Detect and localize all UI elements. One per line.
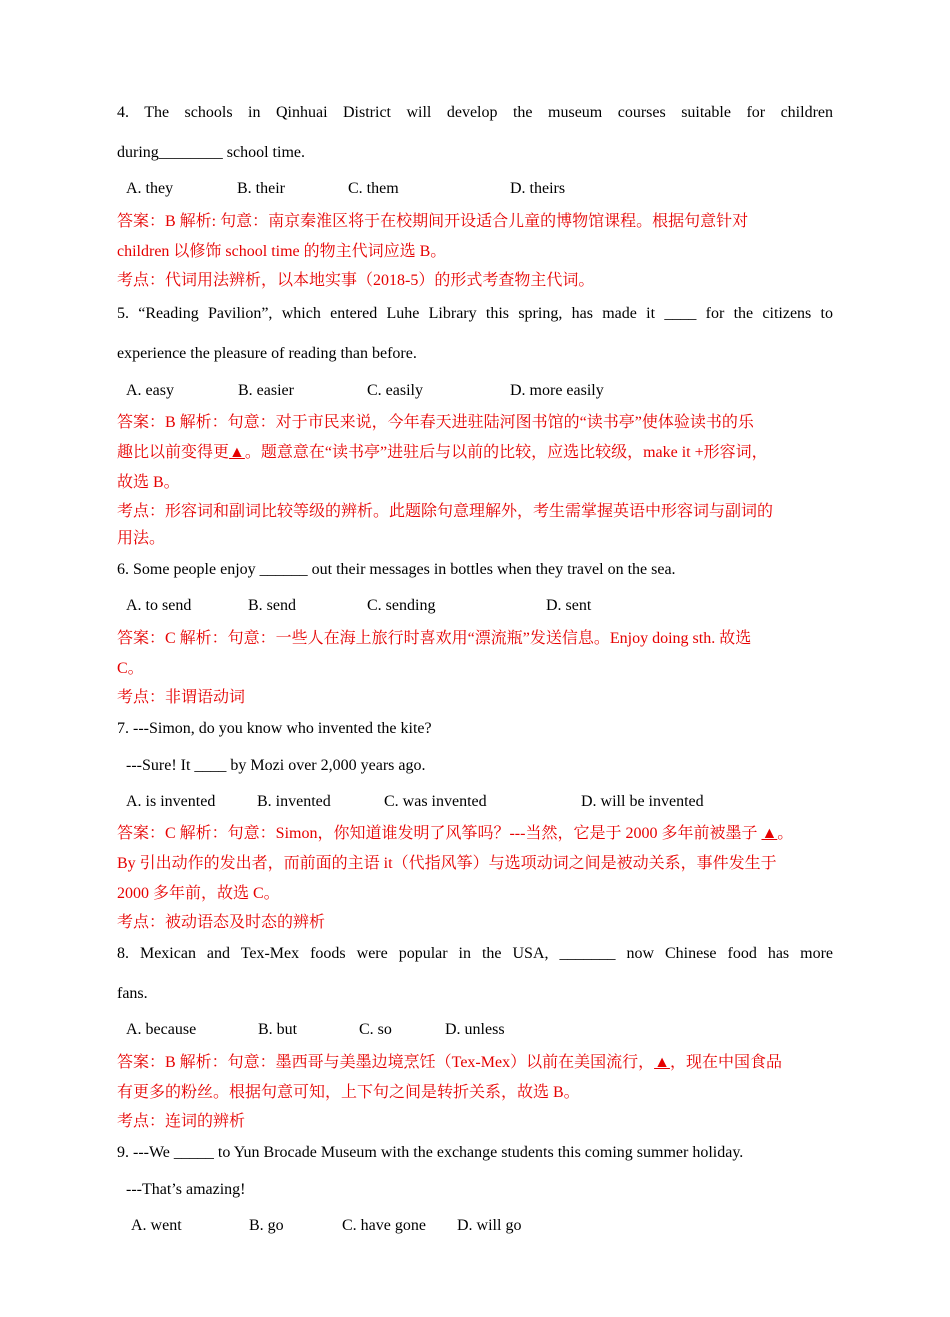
option-b: B. their — [237, 180, 285, 197]
question-4-text: 4. The schools in Qinhuai District will develop the museum courses suitable for children — [117, 104, 833, 121]
blank-triangle: ▲ — [229, 444, 245, 461]
option-c: C. easily — [367, 382, 423, 399]
option-d: D. sent — [546, 597, 592, 614]
question-4-text-cont: during________ school time. — [117, 144, 305, 161]
answer-8-line-2: 有更多的粉丝。根据句意可知，上下句之间是转折关系，故选 B。 — [117, 1084, 580, 1101]
blank-triangle: ▲ — [761, 825, 778, 842]
option-b: B. but — [258, 1021, 298, 1038]
answer-5-line-2: 趣比以前变得更▲。题意意在“读书亭”进驻后与以前的比较，应选比较级，make it +形容词， — [117, 444, 768, 461]
answer-7-line-3: 2000 多年前，故选 C。 — [117, 885, 280, 902]
option-b: B. easier — [238, 382, 294, 399]
option-c: C. them — [348, 180, 399, 197]
option-b: B. go — [249, 1217, 284, 1234]
option-d: D. unless — [445, 1021, 505, 1038]
option-c: C. so — [359, 1021, 392, 1038]
question-9-text-cont: ---That’s amazing! — [126, 1181, 246, 1198]
answer-6-line-2: C。 — [117, 660, 144, 677]
question-7-text: 7. ---Simon, do you know who invented the kite? — [117, 720, 432, 737]
point-6: 考点：非谓语动词 — [117, 689, 246, 706]
answer-5-line-1: 答案：B 解析：句意：对于市民来说，今年春天进驻陆河图书馆的“读书亭”使体验读书的乐 — [117, 414, 754, 431]
option-d: D. will be invented — [581, 793, 704, 810]
question-5-text: 5. “Reading Pavilion”, which entered Luhe Library this spring, has made it ____ for the citizens to — [117, 305, 833, 322]
answer-8-line-1: 答案：B 解析：句意：墨西哥与美墨边境烹饪（Tex-Mex）以前在美国流行，▲，现在中国食品 — [117, 1054, 782, 1071]
question-7-text-cont: ---Sure! It ____ by Mozi over 2,000 years ago. — [126, 757, 426, 774]
question-8-text: 8. Mexican and Tex-Mex foods were popular in the USA, _______ now Chinese food has more — [117, 945, 833, 962]
option-d: D. will go — [457, 1217, 522, 1234]
option-a: A. is invented — [126, 793, 216, 810]
question-8-text-cont: fans. — [117, 985, 148, 1002]
answer-5-line-3: 故选 B。 — [117, 474, 180, 491]
blank-triangle: ▲ — [654, 1054, 670, 1071]
option-a: A. easy — [126, 382, 174, 399]
option-d: D. more easily — [510, 382, 604, 399]
point-5-line-1: 考点：形容词和副词比较等级的辨析。此题除句意理解外，考生需掌握英语中形容词与副词的 — [117, 503, 774, 520]
option-a: A. to send — [126, 597, 192, 614]
answer-4-line-2: children 以修饰 school time 的物主代词应选 B。 — [117, 243, 447, 260]
option-d: D. theirs — [510, 180, 566, 197]
option-c: C. have gone — [342, 1217, 426, 1234]
point-8: 考点：连词的辨析 — [117, 1113, 246, 1130]
question-5-text-cont: experience the pleasure of reading than before. — [117, 345, 417, 362]
option-b: B. send — [248, 597, 296, 614]
answer-6-line-1: 答案：C 解析：句意：一些人在海上旅行时喜欢用“漂流瓶”发送信息。Enjoy doing sth. 故选 — [117, 630, 752, 647]
point-7: 考点：被动语态及时态的辨析 — [117, 914, 326, 931]
answer-7-line-2: By 引出动作的发出者，而前面的主语 it（代指风筝）与选项动词之间是被动关系，事件发生于 — [117, 855, 777, 872]
question-6-text: 6. Some people enjoy ______ out their messages in bottles when they travel on the sea. — [117, 561, 676, 578]
point-4: 考点：代词用法辨析，以本地实事（2018-5）的形式考查物主代词。 — [117, 272, 595, 289]
option-a: A. because — [126, 1021, 197, 1038]
answer-4-line-1: 答案：B 解析: 句意：南京秦淮区将于在校期间开设适合儿童的博物馆课程。根据句意针对 — [117, 213, 749, 230]
option-c: C. sending — [367, 597, 436, 614]
point-5-line-2: 用法。 — [117, 530, 166, 547]
option-a: A. they — [126, 180, 174, 197]
option-a: A. went — [131, 1217, 182, 1234]
option-b: B. invented — [257, 793, 331, 810]
question-9-text: 9. ---We _____ to Yun Brocade Museum with the exchange students this coming summer holiday. — [117, 1144, 744, 1161]
answer-7-line-1: 答案：C 解析：句意：Simon，你知道谁发明了风筝吗？---当然，它是于 2000 多年前被墨子 ▲。 — [117, 825, 794, 842]
option-c: C. was invented — [384, 793, 487, 810]
